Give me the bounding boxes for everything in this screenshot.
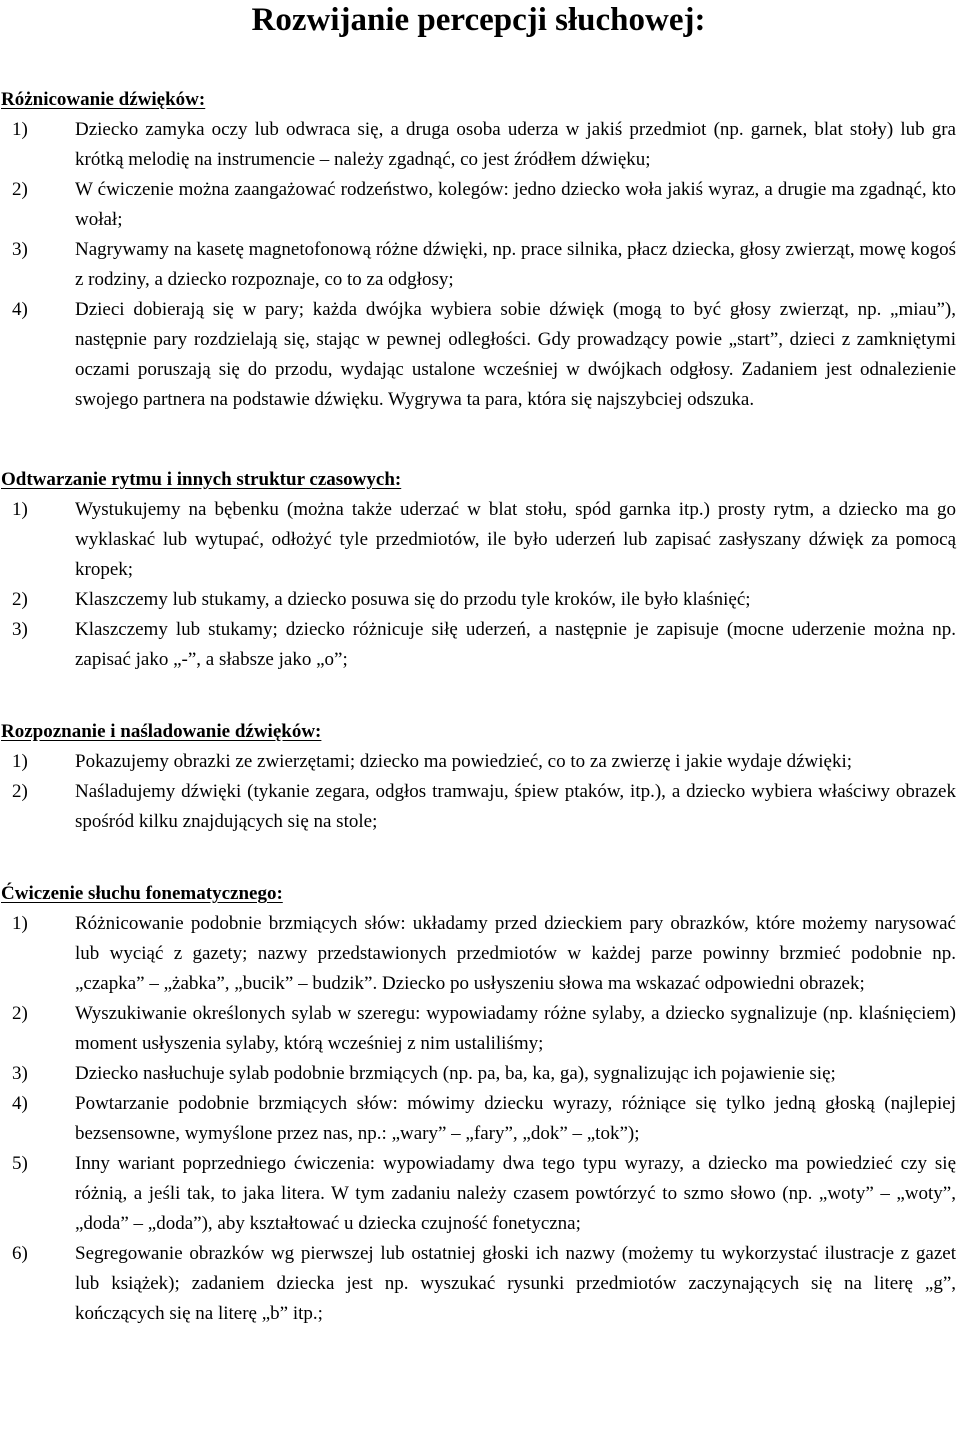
item-number: 2) <box>12 1003 28 1024</box>
list-item <box>1 909 956 999</box>
item-text: Dziecko zamyka oczy lub odwraca się, a druga osoba uderza w jakiś przedmiot (np. garnek, blat stoły) lub gra krótką melodię na instrumencie – należy zgadnąć, co jest źródłem dźwięku; <box>75 119 956 170</box>
item-number: 3) <box>12 239 28 260</box>
item-number: 3) <box>12 619 28 640</box>
section-heading: Różnicowanie dźwięków: <box>1 89 206 110</box>
item-number: 1) <box>12 913 28 934</box>
numbered-list <box>1 909 956 1329</box>
list-item <box>1 585 956 615</box>
numbered-list <box>1 495 956 675</box>
item-number: 2) <box>12 781 28 802</box>
item-text: Naśladujemy dźwięki (tykanie zegara, odgłos tramwaju, śpiew ptaków, itp.), a dziecko wybiera właściwy obrazek spośród kilku znajdujących się na stole; <box>75 781 956 832</box>
section-rhythm-reproduction <box>1 465 956 675</box>
item-text: Różnicowanie podobnie brzmiących słów: układamy przed dzieckiem pary obrazków, które możemy narysować lub wyciąć z gazety; nazwy przedstawionych przedmiotów w każdej parze powinny brzmieć podobnie np. „czapka” – „żabka”, „bucik” – budzik”. Dziecko po usłyszeniu słowa ma wskazać odpowiedni obrazek; <box>75 913 956 994</box>
list-item <box>1 1239 956 1329</box>
section-heading: Rozpoznanie i naśladowanie dźwięków: <box>1 721 322 742</box>
item-text: Klaszczemy lub stukamy, a dziecko posuwa się do przodu tyle kroków, ile było klaśnięć; <box>75 589 751 610</box>
item-text: Segregowanie obrazków wg pierwszej lub ostatniej głoski ich nazwy (możemy tu wykorzystać ilustracje z gazet lub książek); zadaniem dziecka jest np. wyszukać rysunki przedmiotów zaczynających się na literę „g”, kończących się na literę „b” itp.; <box>75 1243 956 1324</box>
item-text: Nagrywamy na kasetę magnetofonową różne dźwięki, np. prace silnika, płacz dziecka, głosy zwierząt, mowę kogoś z rodziny, a dziecko rozpoznaje, co to za odgłosy; <box>75 239 956 290</box>
list-item <box>1 999 956 1059</box>
list-item <box>1 295 956 415</box>
list-item <box>1 235 956 295</box>
item-number: 4) <box>12 1093 28 1114</box>
item-text: Klaszczemy lub stukamy; dziecko różnicuje siłę uderzeń, a następnie je zapisuje (mocne uderzenie można np. zapisać jako „-”, a słabsze jako „o”; <box>75 619 956 670</box>
section-phonemic-hearing <box>1 879 956 1329</box>
numbered-list <box>1 115 956 415</box>
item-number: 1) <box>12 751 28 772</box>
list-item <box>1 1089 956 1149</box>
section-sound-recognition <box>1 717 956 837</box>
section-heading: Odtwarzanie rytmu i innych struktur czasowych: <box>1 469 402 490</box>
list-item <box>1 175 956 235</box>
item-text: Wyszukiwanie określonych sylab w szeregu: wypowiadamy różne sylaby, a dziecko sygnalizuje (np. klaśnięciem) moment usłyszenia sylaby, którą wcześniej z nim ustaliliśmy; <box>75 1003 956 1054</box>
list-item <box>1 1059 956 1089</box>
item-text: Wystukujemy na bębenku (można także uderzać w blat stołu, spód garnka itp.) prosty rytm, a dziecko ma go wyklaskać lub wytupać, odłożyć tyle przedmiotów, ile było uderzeń lub zapisać zasłyszany dźwięk za pomocą kropek; <box>75 499 956 580</box>
item-number: 6) <box>12 1243 28 1264</box>
item-number: 1) <box>12 499 28 520</box>
item-number: 5) <box>12 1153 28 1174</box>
list-item <box>1 115 956 175</box>
item-text: Inny wariant poprzedniego ćwiczenia: wypowiadamy dwa tego typu wyrazy, a dziecko ma powiedzieć czy się różnią, a jeśli tak, to jaka litera. W tym zadaniu należy czasem powtórzyć to szmo słowo (np. „woty” – „woty”, „doda” – „doda”), aby kształtować u dziecka czujność fonetyczna; <box>75 1153 956 1234</box>
list-item <box>1 615 956 675</box>
list-item <box>1 777 956 837</box>
list-item <box>1 1149 956 1239</box>
item-text: W ćwiczenie można zaangażować rodzeństwo, kolegów: jedno dziecko woła jakiś wyraz, a drugie ma zgadnąć, kto wołał; <box>75 179 956 230</box>
item-text: Powtarzanie podobnie brzmiących słów: mówimy dziecku wyrazy, różniące się tylko jedną głoską (najlepiej bezsensowne, wymyślone przez nas, np.: „wary” – „fary”, „dok” – „tok”); <box>75 1093 956 1144</box>
section-sound-differentiation <box>1 85 956 415</box>
item-text: Pokazujemy obrazki ze zwierzętami; dziecko ma powiedzieć, co to za zwierzę i jakie wydaje dźwięki; <box>75 751 853 772</box>
list-item <box>1 747 956 777</box>
item-number: 2) <box>12 589 28 610</box>
section-heading: Ćwiczenie słuchu fonematycznego: <box>1 883 283 904</box>
item-number: 4) <box>12 299 28 320</box>
item-text: Dziecko nasłuchuje sylab podobnie brzmiących (np. pa, ba, ka, ga), sygnalizując ich pojawienie się; <box>75 1063 836 1084</box>
item-number: 1) <box>12 119 28 140</box>
item-number: 2) <box>12 179 28 200</box>
item-number: 3) <box>12 1063 28 1084</box>
numbered-list <box>1 747 956 837</box>
list-item <box>1 495 956 585</box>
item-text: Dzieci dobierają się w pary; każda dwójka wybiera sobie dźwięk (mogą to być głosy zwierząt, np. „miau”), następnie pary rozdzielają się, stając w pewnej odległości. Gdy prowadzący powie „start”, dzieci z zamkniętymi oczami poruszają się do przodu, wydając ustalone wcześniej w dwójkach odgłosy. Zadaniem jest odnalezienie swojego partnera na podstawie dźwięku. Wygrywa ta para, która się najszybciej odszuka. <box>75 299 956 410</box>
page-title: Rozwijanie percepcji słuchowej: <box>251 2 706 38</box>
